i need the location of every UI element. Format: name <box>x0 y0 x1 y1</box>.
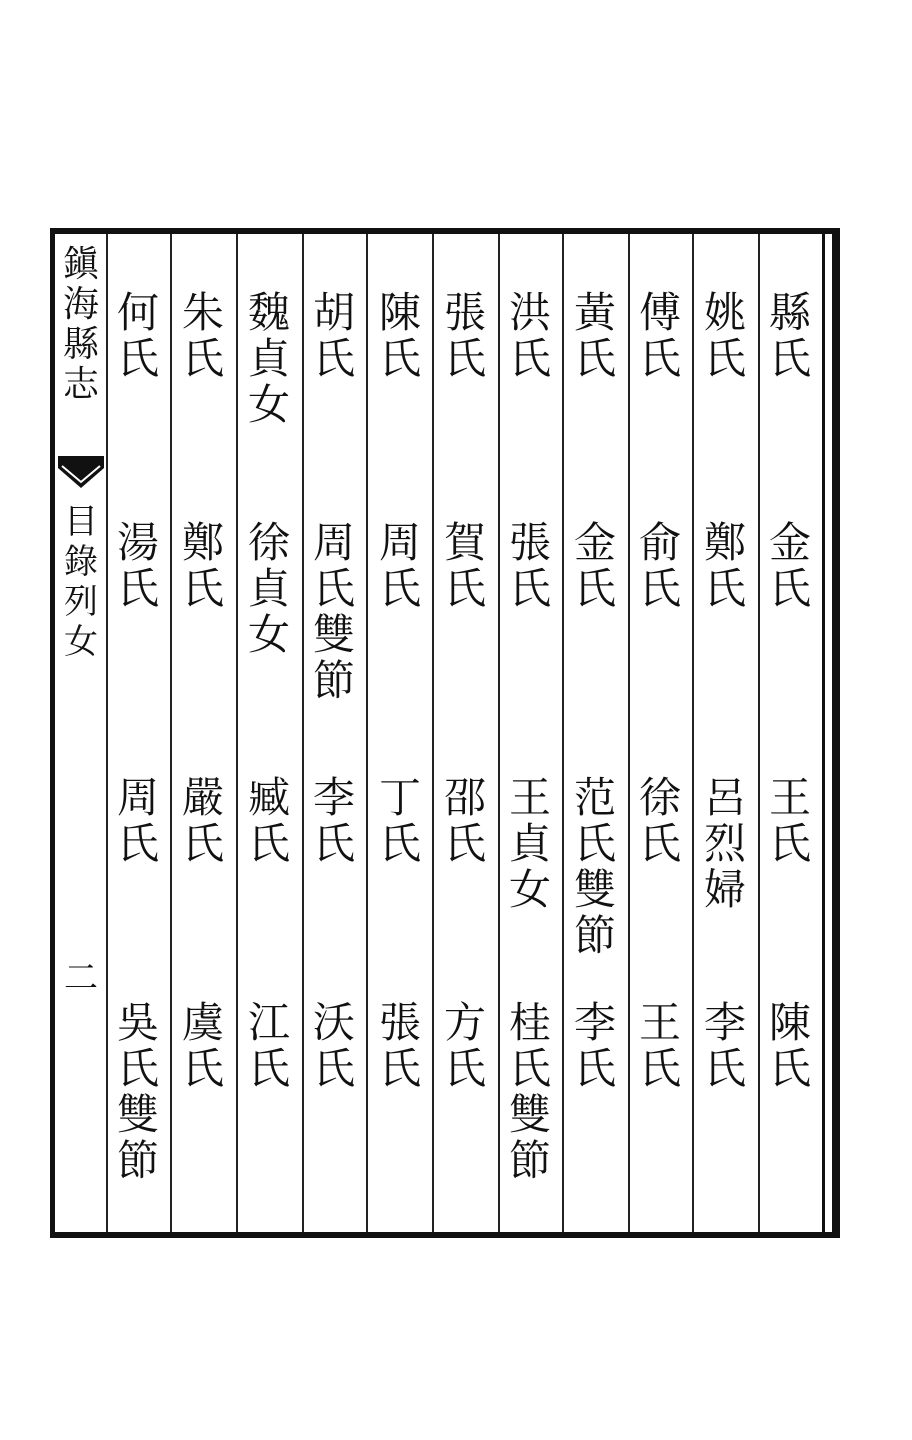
frame-right-border <box>832 228 840 1238</box>
entry-name: 范 氏 雙 節 <box>573 773 616 960</box>
entry-name: 陳 氏 <box>768 998 811 1093</box>
column-divider <box>628 234 630 1232</box>
frame-left-border <box>50 228 55 1238</box>
entry-name: 鄭 氏 <box>181 518 224 613</box>
entry-name: 桂 氏 雙 節 <box>508 998 551 1185</box>
entry-name: 周 氏 <box>378 518 421 613</box>
fish-tail-icon <box>58 458 104 498</box>
entry-name: 沃 氏 <box>312 998 355 1093</box>
entry-name: 周 氏 雙 節 <box>312 518 355 705</box>
column-divider <box>498 234 500 1232</box>
entry-name: 姚 氏 <box>703 288 746 383</box>
entry-name: 金 氏 <box>573 518 616 613</box>
entry-name: 賀 氏 <box>443 518 486 613</box>
entry-name: 吳 氏 雙 節 <box>116 998 159 1185</box>
entry-name: 傅 氏 <box>638 288 681 383</box>
entry-name: 周 氏 <box>116 773 159 868</box>
entry-name: 湯 氏 <box>116 518 159 613</box>
entry-name: 王 氏 <box>768 773 811 868</box>
column-divider <box>562 234 564 1232</box>
entry-name: 徐 貞 女 <box>247 518 290 659</box>
entry-name: 江 氏 <box>247 998 290 1093</box>
entry-name: 王 貞 女 <box>508 773 551 914</box>
page-number: 二 <box>64 958 98 998</box>
column-divider <box>366 234 368 1232</box>
entry-name: 俞 氏 <box>638 518 681 613</box>
entry-name: 黃 氏 <box>573 288 616 383</box>
entry-name: 張 氏 <box>443 288 486 383</box>
column-divider <box>106 234 108 1232</box>
entry-name: 朱 氏 <box>181 288 224 383</box>
entry-name: 縣 氏 <box>768 288 811 383</box>
frame-top-border <box>50 228 840 234</box>
entry-name: 陳 氏 <box>378 288 421 383</box>
entry-name: 魏 貞 女 <box>247 288 290 429</box>
entry-name: 張 氏 <box>378 998 421 1093</box>
entry-name: 方 氏 <box>443 998 486 1093</box>
column-divider <box>758 234 760 1232</box>
frame-right-inner-border <box>822 234 825 1234</box>
entry-name: 洪 氏 <box>508 288 551 383</box>
entry-name: 李 氏 <box>703 998 746 1093</box>
book-title: 鎭 海 縣 志 <box>62 244 99 405</box>
entry-name: 臧 氏 <box>247 773 290 868</box>
entry-name: 胡 氏 <box>312 288 355 383</box>
entry-name: 李 氏 <box>573 998 616 1093</box>
entry-name: 王 氏 <box>638 998 681 1093</box>
entry-name: 金 氏 <box>768 518 811 613</box>
entry-name: 徐 氏 <box>638 773 681 868</box>
column-divider <box>692 234 694 1232</box>
entry-name: 邵 氏 <box>443 773 486 868</box>
entry-name: 李 氏 <box>312 773 355 868</box>
entry-name: 張 氏 <box>508 518 551 613</box>
entry-name: 呂 烈 婦 <box>703 773 746 914</box>
entry-name: 嚴 氏 <box>181 773 224 868</box>
section-title: 目 錄 列 女 <box>64 502 98 662</box>
entry-name: 丁 氏 <box>378 773 421 868</box>
column-divider <box>302 234 304 1232</box>
column-divider <box>432 234 434 1232</box>
column-divider <box>236 234 238 1232</box>
frame-bottom-border <box>50 1232 840 1238</box>
entry-name: 虞 氏 <box>181 998 224 1093</box>
entry-name: 何 氏 <box>116 288 159 383</box>
entry-name: 鄭 氏 <box>703 518 746 613</box>
column-divider <box>170 234 172 1232</box>
